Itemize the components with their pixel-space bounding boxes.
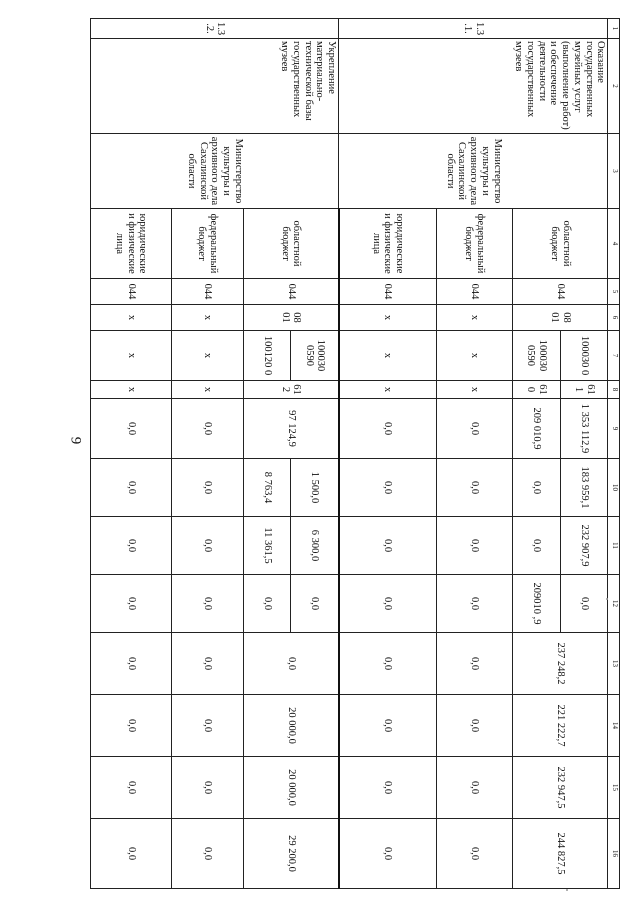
rz-cell: х	[436, 305, 512, 331]
header-cell: 12	[608, 575, 620, 633]
csr-cell: 100030 0590	[291, 331, 339, 381]
rz-cell: х	[171, 305, 243, 331]
section-id: 1.3.1.	[339, 19, 608, 39]
value-cell: 0,0	[91, 459, 172, 517]
header-cell: 4	[608, 209, 620, 279]
value-cell: 237 248,2	[512, 633, 607, 695]
value-cell: 0,0	[91, 757, 172, 819]
page-number: 9	[67, 436, 84, 445]
value-cell: 0,0	[512, 459, 560, 517]
total-cell: 0,0	[339, 399, 437, 459]
total-cell: 0,0	[91, 399, 172, 459]
section-id: 1.3.2.	[91, 19, 339, 39]
table-row	[560, 19, 608, 889]
header-cell: 16	[608, 819, 620, 889]
value-cell: 183 959,1	[560, 459, 608, 517]
value-cell: 0,0	[436, 695, 512, 757]
value-cell: 0,0	[339, 517, 437, 575]
value-cell: 0,0	[91, 575, 172, 633]
total-cell: 97 124,9	[243, 399, 338, 459]
source-cell: юридические и физические лица	[339, 209, 437, 279]
value-cell: 232 947,5	[512, 757, 607, 819]
csr-cell: х	[171, 331, 243, 381]
source-cell: юридические и физические лица	[91, 209, 172, 279]
grbs-cell: 044	[512, 279, 607, 305]
value-cell: 0,0	[243, 633, 338, 695]
value-cell: 244 827,5	[512, 819, 607, 889]
value-cell: 0,0	[91, 517, 172, 575]
scan-speck	[566, 889, 568, 891]
grbs-cell: 044	[91, 279, 172, 305]
csr-cell: 100120 0	[243, 331, 291, 381]
value-cell: 0,0	[512, 517, 560, 575]
section-title: Укрепление материально-технической базы государственных музеев	[91, 39, 339, 134]
value-cell: 0,0	[436, 459, 512, 517]
value-cell: 29 200,0	[243, 819, 338, 889]
value-cell: 0,0	[91, 819, 172, 889]
value-cell: 0,0	[339, 695, 437, 757]
header-cell: 10	[608, 459, 620, 517]
header-cell: 15	[608, 757, 620, 819]
value-cell: 0,0	[436, 819, 512, 889]
value-cell: 0,0	[171, 819, 243, 889]
header-cell: 9	[608, 399, 620, 459]
csr-cell: 100030 0590	[512, 331, 560, 381]
value-cell: 0,0	[171, 517, 243, 575]
section-executor: Министерство культуры и архивного дела Сахалинской области	[339, 134, 608, 209]
header-cell: 7	[608, 331, 620, 381]
header-cell: 3	[608, 134, 620, 209]
vr-cell: 61 2	[243, 381, 338, 399]
vr-cell: 61 0	[512, 381, 560, 399]
value-cell: 20 000,0	[243, 695, 338, 757]
source-cell: областной бюджет	[243, 209, 338, 279]
vr-cell: х	[339, 381, 437, 399]
value-cell: 209010 ,9	[512, 575, 560, 633]
value-cell: 0,0	[436, 575, 512, 633]
header-cell: 13	[608, 633, 620, 695]
source-cell: областной бюджет	[512, 209, 607, 279]
value-cell: 11 361,5	[243, 517, 291, 575]
value-cell: 0,0	[436, 757, 512, 819]
source-cell: федеральный бюджет	[171, 209, 243, 279]
total-cell: 1 353 112,9	[560, 399, 608, 459]
value-cell: 0,0	[436, 517, 512, 575]
value-cell: 6 300,0	[291, 517, 339, 575]
rz-cell: 08 01	[512, 305, 607, 331]
rotated-table-wrapper	[90, 18, 620, 888]
rz-cell: х	[91, 305, 172, 331]
value-cell: 0,0	[560, 575, 608, 633]
value-cell: 232 907,9	[560, 517, 608, 575]
value-cell: 0,0	[339, 633, 437, 695]
header-cell: 1	[608, 19, 620, 39]
header-cell: 6	[608, 305, 620, 331]
source-cell: федеральный бюджет	[436, 209, 512, 279]
value-cell: 0,0	[436, 633, 512, 695]
value-cell: 0,0	[243, 575, 291, 633]
budget-table	[90, 18, 620, 889]
value-cell: 0,0	[339, 819, 437, 889]
table-row	[291, 19, 339, 889]
value-cell: 20 000,0	[243, 757, 338, 819]
vr-cell: х	[436, 381, 512, 399]
scan-speck	[606, 598, 608, 600]
value-cell: 0,0	[171, 757, 243, 819]
header-cell: 2	[608, 39, 620, 134]
value-cell: 0,0	[339, 575, 437, 633]
value-cell: 0,0	[171, 459, 243, 517]
total-cell: 0,0	[436, 399, 512, 459]
value-cell: 0,0	[91, 633, 172, 695]
header-cell: 8	[608, 381, 620, 399]
grbs-cell: 044	[243, 279, 338, 305]
value-cell: 0,0	[171, 695, 243, 757]
rz-cell: 08 01	[243, 305, 338, 331]
value-cell: 0,0	[339, 757, 437, 819]
grbs-cell: 044	[171, 279, 243, 305]
grbs-cell: 044	[339, 279, 437, 305]
csr-cell: х	[91, 331, 172, 381]
grbs-cell: 044	[436, 279, 512, 305]
vr-cell: х	[171, 381, 243, 399]
header-cell: 5	[608, 279, 620, 305]
value-cell: 0,0	[91, 695, 172, 757]
vr-cell: х	[91, 381, 172, 399]
value-cell: 0,0	[291, 575, 339, 633]
section-title: Оказание государственных музейных услуг (выполнение работ) и обеспечение деятельности государственных музеев	[339, 39, 608, 134]
value-cell: 8 763,4	[243, 459, 291, 517]
header-cell: 11	[608, 517, 620, 575]
value-cell: 0,0	[171, 633, 243, 695]
csr-cell: х	[436, 331, 512, 381]
header-row	[608, 19, 620, 889]
header-cell: 14	[608, 695, 620, 757]
total-cell: 0,0	[171, 399, 243, 459]
csr-cell: 100030 0	[560, 331, 608, 381]
value-cell: 1 500,0	[291, 459, 339, 517]
total-cell: 209 010,9	[512, 399, 560, 459]
value-cell: 0,0	[339, 459, 437, 517]
vr-cell: 61 1	[560, 381, 608, 399]
csr-cell: х	[339, 331, 437, 381]
section-executor: Министерство культуры и архивного дела Сахалинской области	[91, 134, 339, 209]
rz-cell: х	[339, 305, 437, 331]
value-cell: 221 222,7	[512, 695, 607, 757]
value-cell: 0,0	[171, 575, 243, 633]
